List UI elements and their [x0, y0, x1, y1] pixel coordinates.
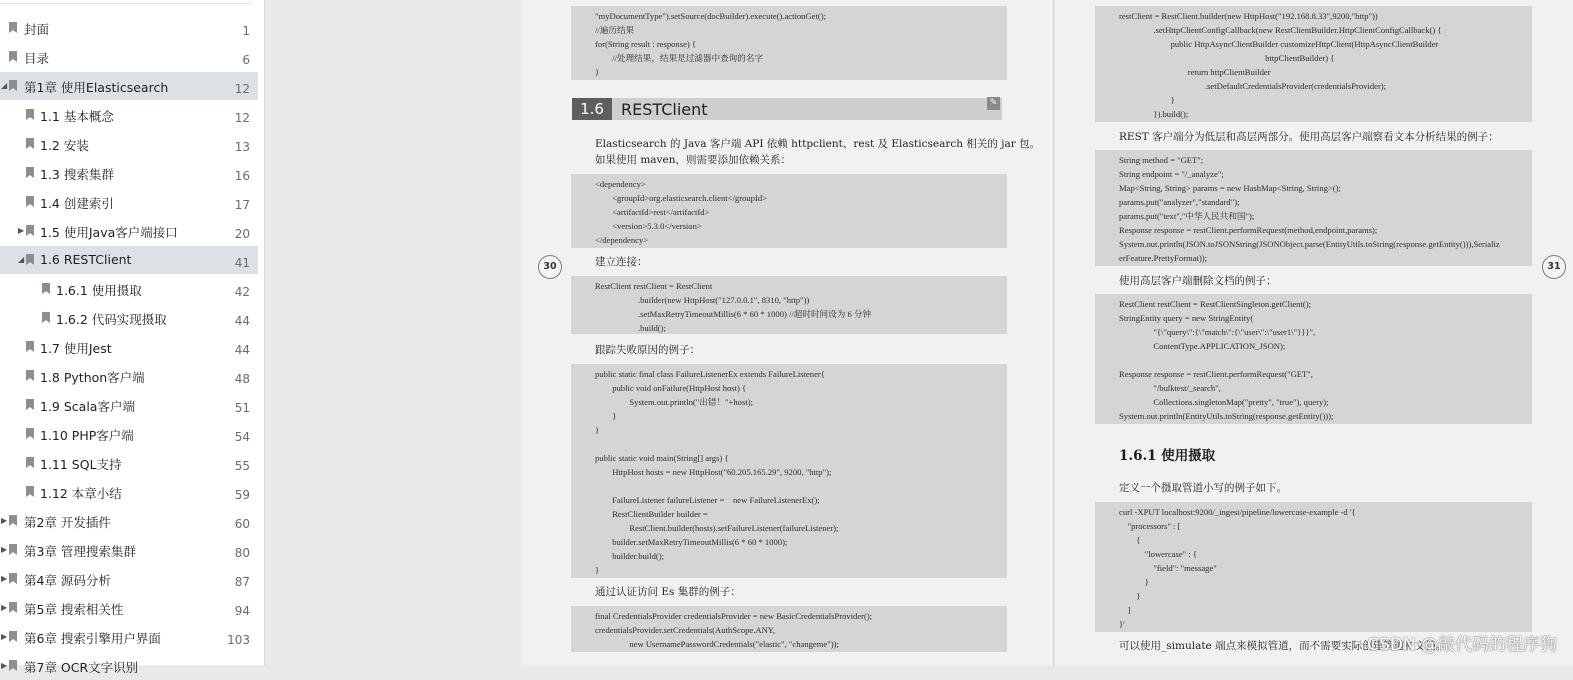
toc-sidebar: [0, 0, 265, 675]
caret-right-icon[interactable]: ▶: [1, 516, 8, 525]
code-line: Response response = restClient.performRequest("GET",: [1119, 369, 1313, 379]
bookmark-icon: [9, 602, 17, 613]
toc-item-label: 1.3 搜索集群: [40, 167, 114, 182]
toc-item[interactable]: [0, 188, 258, 216]
toc-item-label: 1.1 基本概念: [40, 109, 114, 124]
code-line: }: [1119, 95, 1175, 105]
toc-item-label: 第5章 搜索相关性: [24, 602, 124, 617]
code-line: .setHttpClientConfigCallback(new RestClientBuilder.HttpClientConfigCallback() {: [1119, 25, 1442, 35]
book-page-right: [1055, 0, 1573, 665]
edit-icon[interactable]: ✎: [987, 97, 1000, 110]
paragraph: 如果使用 maven，则需要添加依赖关系：: [595, 154, 791, 166]
toc-item-label: 1.6.2 代码实现摄取: [56, 312, 167, 327]
code-line: <artifactId>rest</artifactId>: [595, 207, 710, 217]
toc-item-page: 55: [234, 459, 250, 473]
toc-item-label: 1.6.1 使用摄取: [56, 283, 142, 298]
code-line: builder.build();: [595, 551, 664, 561]
code-line: [571, 479, 1007, 493]
toc-item-label: 1.10 PHP客户端: [40, 428, 134, 443]
code-line: "lowercase" : {: [1119, 549, 1197, 559]
code-line: }: [1119, 591, 1141, 601]
code-line: public static final class FailureListenerEx extends FailureListener{: [595, 369, 825, 379]
toc-item-label: 第2章 开发插件: [24, 515, 111, 530]
paragraph: 可以使用_simulate 端点来模拟管道，而不需要实际创建管道和文档。: [1119, 640, 1447, 652]
code-line: final CredentialsProvider credentialsProvider = new BasicCredentialsProvider();: [595, 611, 873, 621]
toc-item[interactable]: [0, 652, 258, 680]
toc-item-label: 第7章 OCR文字识别: [24, 660, 139, 675]
bookmark-icon: [9, 544, 17, 555]
toc-item-page: 51: [234, 401, 250, 415]
toc-item-page: 12: [234, 82, 250, 96]
toc-item-page: 20: [234, 227, 250, 241]
code-line: public static void main(String[] args) {: [595, 453, 729, 463]
toc-item-label: 1.5 使用Java客户端接口: [40, 225, 178, 240]
page-number-badge: 30: [538, 255, 562, 279]
paragraph: 定义一个摄取管道小写的例子如下。: [1119, 482, 1287, 494]
toc-item-label: 1.6 RESTClient: [40, 252, 132, 267]
toc-item-label: 1.7 使用Jest: [40, 341, 112, 356]
toc-item-page: 44: [234, 314, 250, 328]
code-line: httpClientBuilder) {: [1119, 53, 1335, 63]
code-line: System.out.println("出错！"+host);: [595, 397, 753, 407]
bookmark-icon: [26, 428, 34, 439]
code-line: //处理结果，结果是过滤器中查询的名字: [595, 53, 764, 63]
toc-item[interactable]: [0, 130, 258, 158]
page-gutter: [1053, 0, 1054, 665]
code-line: }: [595, 425, 600, 435]
toc-item-page: 42: [234, 285, 250, 299]
code-line: .setDefaultCredentialsProvider(credentialsProvider);: [1119, 81, 1387, 91]
bookmark-icon: [26, 109, 34, 120]
toc-item[interactable]: [0, 449, 258, 477]
code-line: "field": "message": [1119, 563, 1217, 573]
toc-item[interactable]: [0, 623, 258, 651]
bookmark-icon: [9, 80, 17, 91]
bookmark-icon: [26, 138, 34, 149]
code-block-4: [571, 364, 1007, 578]
page-number-badge: 31: [1542, 255, 1566, 279]
toc-item[interactable]: [0, 594, 258, 622]
code-line: ]: [1119, 605, 1131, 615]
toc-item[interactable]: [0, 333, 258, 361]
code-line: RestClientBuilder builder =: [595, 509, 708, 519]
code-line: String method = "GET";: [1119, 155, 1204, 165]
code-line: RestClient restClient = RestClientSingleton.getClient();: [1119, 299, 1311, 309]
code-line: RestClient.builder(hosts).setFailureListener(failureListener);: [595, 523, 839, 533]
toc-item[interactable]: [0, 43, 258, 71]
toc-item-label: 第3章 管理搜索集群: [24, 544, 136, 559]
toc-item[interactable]: [0, 362, 258, 390]
code-line: </dependency>: [595, 235, 649, 245]
toc-item[interactable]: [0, 536, 258, 564]
caret-down-icon[interactable]: ◢: [1, 81, 8, 90]
code-block-1: [571, 6, 1007, 80]
code-line: .build();: [595, 323, 666, 333]
paragraph: 建立连接：: [595, 256, 648, 268]
caret-down-icon[interactable]: ◢: [18, 255, 25, 264]
code-line: params.put("analyzer","standard");: [1119, 197, 1240, 207]
toc-item[interactable]: [0, 14, 258, 42]
code-line: }: [595, 67, 600, 77]
bookmark-icon: [26, 167, 34, 178]
code-line: curl -XPUT localhost:9200/_ingest/pipeline/lowercase-example -d '{: [1119, 507, 1356, 517]
toc-item-label: 第6章 搜索引擎用户界面: [24, 631, 161, 646]
caret-right-icon[interactable]: ▶: [1, 632, 8, 641]
bookmark-icon: [26, 370, 34, 381]
bookmark-icon: [26, 341, 34, 352]
code-line: }).build();: [1119, 109, 1189, 119]
code-line: <dependency>: [595, 179, 646, 189]
paragraph: REST 客户端分为低层和高层两部分。使用高层客户端察看文本分析结果的例子：: [1119, 131, 1499, 143]
toc-item-label: 封面: [24, 22, 50, 37]
code-line: StringEntity query = new StringEntity(: [1119, 313, 1254, 323]
caret-right-icon[interactable]: ▶: [1, 661, 8, 670]
toc-item-label: 第4章 源码分析: [24, 573, 111, 588]
code-block-1: [1095, 6, 1532, 122]
section-number: 1.6: [572, 98, 612, 120]
toc-item-label: 1.8 Python客户端: [40, 370, 145, 385]
toc-item[interactable]: [0, 420, 258, 448]
code-line: return httpClientBuilder: [1119, 67, 1271, 77]
bookmark-icon: [9, 573, 17, 584]
toc-item[interactable]: [0, 246, 258, 274]
code-line: .setMaxRetryTimeoutMillis(6 * 60 * 1000) //超时时间设为 6 分钟: [595, 309, 872, 319]
code-block-2: [571, 174, 1007, 248]
toc-item-label: 1.11 SQL支持: [40, 457, 122, 472]
bookmark-icon: [26, 254, 34, 265]
section-title: RESTClient: [621, 100, 708, 119]
bookmark-icon: [26, 486, 34, 497]
toc-item-label: 1.12 本章小结: [40, 486, 122, 501]
code-line: Map<String, String> params = new HashMap<String, String>();: [1119, 183, 1341, 193]
bookmark-icon: [9, 51, 17, 62]
code-line: }: [595, 411, 617, 421]
code-line: new UsernamePasswordCredentials("elastic", "changeme"));: [595, 639, 839, 649]
code-line: RestClient restClient = RestClient: [595, 281, 713, 291]
toc-item[interactable]: [0, 159, 258, 187]
code-line: params.put("text","中华人民共和国");: [1119, 211, 1255, 221]
code-block-3: [1095, 294, 1532, 424]
toc-item-page: 80: [234, 546, 250, 560]
code-line: "{\"query\":{\"match\":{\"user\":\"user1\"}}}",: [1119, 327, 1316, 337]
toc-item[interactable]: [0, 391, 258, 419]
toc-item[interactable]: [0, 565, 258, 593]
toc-item[interactable]: [0, 217, 258, 245]
subsection-title: 1.6.1 使用摄取: [1119, 448, 1216, 464]
toc-item-page: 103: [227, 633, 250, 647]
code-line: ContentType.APPLICATION_JSON);: [1119, 341, 1286, 351]
toc-item[interactable]: [0, 507, 258, 535]
code-block-5: [571, 606, 1007, 652]
toc-item[interactable]: [0, 478, 258, 506]
code-line: Collections.singletonMap("pretty", "true"), query);: [1119, 397, 1329, 407]
code-block-4: [1095, 502, 1532, 632]
code-line: "processors" : [: [1119, 521, 1181, 531]
code-line: FailureListener failureListener = new FailureListenerEx();: [595, 495, 820, 505]
bookmark-icon: [42, 283, 50, 294]
bookmark-icon: [26, 225, 34, 236]
toc-item[interactable]: [0, 101, 258, 129]
code-line: restClient = RestClient.builder(new HttpHost("192.168.8.33",9200,"http")): [1119, 11, 1378, 21]
watermark: CSDN @敲代码的程序狗: [1367, 635, 1557, 655]
toc-item-page: 6: [242, 53, 250, 67]
toc-item-page: 44: [234, 343, 250, 357]
code-line: HttpHost hosts = new HttpHost("60.205.165.29", 9200, "http");: [595, 467, 832, 477]
code-line: <groupId>org.elasticsearch.client</groupId>: [595, 193, 767, 203]
caret-right-icon[interactable]: ▶: [1, 603, 8, 612]
code-line: public void onFailure(HttpHost host) {: [595, 383, 747, 393]
code-line: <version>5.3.0</version>: [595, 221, 702, 231]
bookmark-icon: [9, 515, 17, 526]
bookmark-icon: [26, 457, 34, 468]
toc-item-page: 17: [234, 198, 250, 212]
toc-item[interactable]: [0, 275, 258, 303]
code-line: //遍历结果: [595, 25, 635, 35]
toc-item-page: 48: [234, 372, 250, 386]
toc-item[interactable]: [0, 304, 258, 332]
toc-item-page: 60: [234, 517, 250, 531]
code-block-2: [1095, 150, 1532, 266]
bookmark-icon: [26, 196, 34, 207]
code-line: [1095, 353, 1532, 367]
caret-right-icon[interactable]: ▶: [18, 226, 25, 235]
bookmark-icon: [9, 660, 17, 671]
toc-item[interactable]: [0, 72, 258, 100]
bookmark-icon: [42, 312, 50, 323]
code-line: builder.setMaxRetryTimeoutMillis(6 * 60 * 1000);: [595, 537, 788, 547]
code-line: Response response = restClient.performRequest(method,endpoint,params);: [1119, 225, 1378, 235]
toc-item-page: 59: [234, 488, 250, 502]
code-line: erFeature.PrettyFormat));: [1119, 253, 1208, 263]
toc-item-label: 第1章 使用Elasticsearch: [24, 80, 169, 95]
code-line: .builder(new HttpHost("127.0.0.1", 8310, "http")): [595, 295, 810, 305]
toc-item-page: 1: [242, 24, 250, 38]
toc-item-page: 54: [234, 430, 250, 444]
code-line: for(String result : response) {: [595, 39, 697, 49]
toc-item-label: 1.9 Scala客户端: [40, 399, 135, 414]
code-line: String endpoint = "/_analyze";: [1119, 169, 1224, 179]
code-line: {: [1119, 535, 1141, 545]
paragraph: Elasticsearch 的 Java 客户端 API 依赖 httpclient、rest 及 Elasticsearch 相关的 jar 包。: [595, 138, 1041, 150]
caret-right-icon[interactable]: ▶: [1, 545, 8, 554]
code-line: public HttpAsyncClientBuilder customizeHttpClient(HttpAsyncClientBuilder: [1119, 39, 1439, 49]
code-line: credentialsProvider.setCredentials(AuthScope.ANY,: [595, 625, 776, 635]
bookmark-icon: [9, 22, 17, 33]
code-line: System.out.println(EntityUtils.toString(response.getEntity()));: [1119, 411, 1334, 421]
caret-right-icon[interactable]: ▶: [1, 574, 8, 583]
toc-item-page: 41: [234, 256, 250, 270]
paragraph: 跟踪失败原因的例子：: [595, 344, 700, 356]
toc-item-page: 87: [234, 575, 250, 589]
code-line: "/bulktest/_search",: [1119, 383, 1221, 393]
toc-item-page: 13: [234, 140, 250, 154]
book-page-left: [521, 0, 1053, 665]
toc-item-label: 目录: [24, 51, 50, 66]
toc-item-page: 94: [234, 604, 250, 618]
code-line: }: [1119, 577, 1149, 587]
paragraph: 通过认证访问 Es 集群的例子：: [595, 586, 741, 598]
code-block-3: [571, 276, 1007, 334]
toc-item-page: 16: [234, 169, 250, 183]
bookmark-icon: [26, 399, 34, 410]
toc-item-page: 12: [234, 111, 250, 125]
code-line: [571, 437, 1007, 451]
toc-item-label: 1.2 安装: [40, 138, 89, 153]
code-line: "myDocumentType").setSource(docBuilder).execute().actionGet();: [595, 11, 826, 21]
divider: [0, 3, 252, 4]
bookmark-icon: [9, 631, 17, 642]
toc-item-label: 1.4 创建索引: [40, 196, 114, 211]
code-line: System.out.println(JSON.toJSONString(JSONObject.parse(EntityUtils.toString(response.getEntity())),Serializ: [1119, 239, 1500, 249]
code-line: }: [595, 565, 600, 575]
code-line: }': [1119, 619, 1125, 629]
paragraph: 使用高层客户端删除文档的例子：: [1119, 275, 1277, 287]
